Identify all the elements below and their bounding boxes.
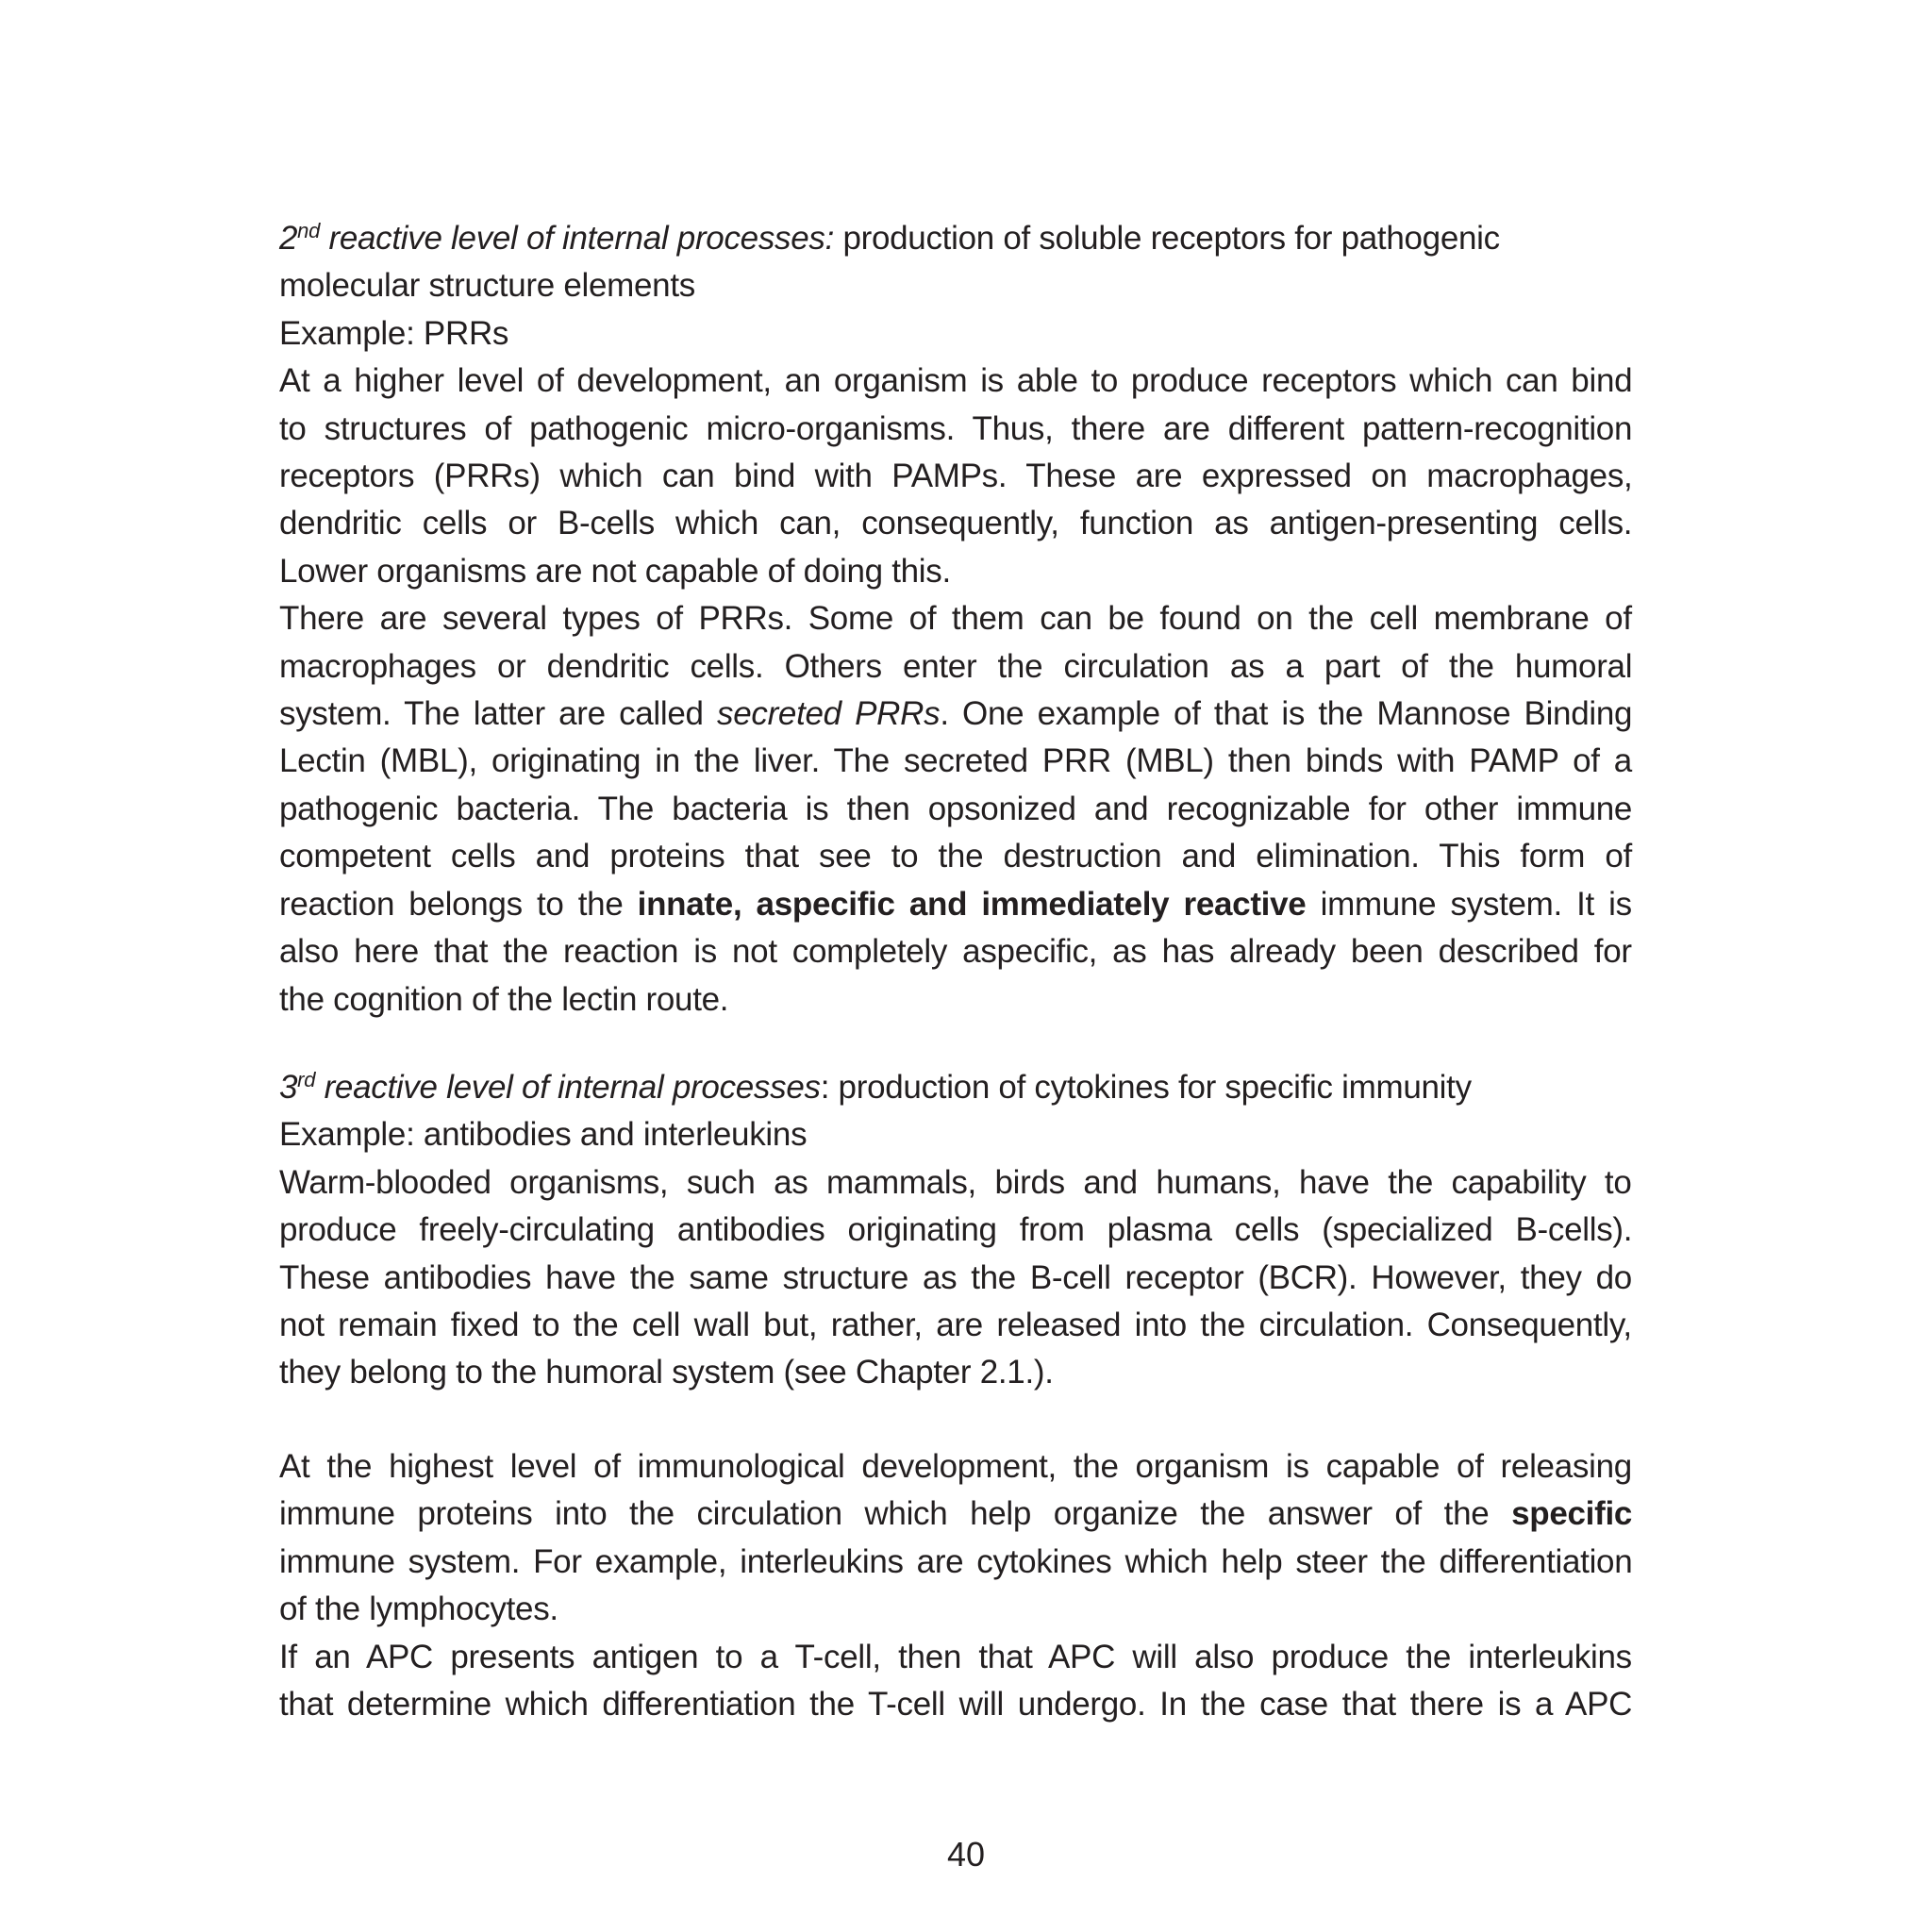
paragraph-line xyxy=(279,691,1632,738)
heading-ordinal xyxy=(279,1069,821,1106)
italic-term: secreted PRRs xyxy=(717,695,941,733)
heading-rest-text: production of soluble receptors for pathogenic xyxy=(834,220,1500,257)
paragraph-line: they belong to the humoral system (see Chapter 2.1.). xyxy=(279,1354,1054,1391)
paragraph-line: macrophages or dendritic cells. Others enter the circulation as a part of the humoral xyxy=(279,647,1633,685)
heading-line-2: molecular structure elements xyxy=(279,267,695,305)
paragraph-line: produce freely-circulating antibodies originating from plasma cells (specialized B-cells). xyxy=(279,1211,1633,1249)
paragraph-line: If an APC presents antigen to a T-cell, then that APC will also produce the interleukins xyxy=(279,1638,1632,1675)
heading-number: 3 xyxy=(279,1069,298,1106)
paragraph-line: Lower organisms are not capable of doing this. xyxy=(279,552,951,590)
paragraph-line: At a higher level of development, an organism is able to produce receptors which can bind xyxy=(279,362,1633,400)
paragraph-line: also here that the reaction is not completely aspecific, as has already been described for xyxy=(279,933,1632,971)
heading-italic-text: reactive level of internal processes xyxy=(315,1069,821,1106)
paragraph-line: receptors (PRRs) which can bind with PAMPs. These are expressed on macrophages, xyxy=(279,458,1633,495)
paragraph-line: immune system. For example, interleukins are cytokines which help steer the differentiation xyxy=(279,1542,1633,1580)
section-2nd-reactive-level xyxy=(279,215,1632,1024)
text-span: immune proteins into the circulation which help organize the answer of the xyxy=(279,1495,1512,1533)
example-line: Example: PRRs xyxy=(279,314,509,352)
paragraph-line: dendritic cells or B-cells which can, consequently, function as antigen-presenting cells. xyxy=(279,505,1633,542)
heading-number: 2 xyxy=(279,220,298,257)
bold-term: innate, aspecific and immediately reactive xyxy=(637,885,1307,923)
paragraph-line xyxy=(279,1491,1632,1538)
text-span: reaction belongs to the xyxy=(279,885,638,923)
paragraph-line: of the lymphocytes. xyxy=(279,1591,558,1628)
paragraph-line: At the highest level of immunological development, the organism is capable of releasing xyxy=(279,1448,1632,1485)
paragraph-line: not remain fixed to the cell wall but, rather, are released into the circulation. Consequently, xyxy=(279,1307,1632,1344)
paragraph-line: Warm-blooded organisms, such as mammals, birds and humans, have the capability to xyxy=(279,1163,1632,1201)
section-heading xyxy=(279,1064,1632,1111)
paragraph-line: that determine which differentiation the T-cell will undergo. In the case that there is a APC xyxy=(279,1686,1633,1724)
paragraph-line: pathogenic bacteria. The bacteria is then opsonized and recognizable for other immune xyxy=(279,790,1633,827)
example-line: Example: antibodies and interleukins xyxy=(279,1116,808,1154)
paragraph-line: Lectin (MBL), originating in the liver. The secreted PRR (MBL) then binds with PAMP of a xyxy=(279,742,1632,780)
page-number: 40 xyxy=(946,1835,986,1874)
paragraph-line xyxy=(279,881,1632,928)
paragraph-line: These antibodies have the same structure as the B-cell receptor (BCR). However, they do xyxy=(279,1258,1632,1296)
heading-ordinal xyxy=(279,220,834,257)
section-heading xyxy=(279,215,1632,262)
text-span: immune system. It is xyxy=(1306,885,1632,923)
paragraph-line: the cognition of the lectin route. xyxy=(279,980,729,1018)
heading-superscript: nd xyxy=(297,219,321,242)
paragraph-line: to structures of pathogenic micro-organisms. Thus, there are different pattern-recognition xyxy=(279,409,1633,447)
section-3rd-reactive-level xyxy=(279,1064,1632,1397)
bold-term: specific xyxy=(1511,1495,1633,1533)
heading-italic-text: reactive level of internal processes: xyxy=(320,220,835,257)
paragraph-line: There are several types of PRRs. Some of them can be found on the cell membrane of xyxy=(279,600,1632,638)
section-highest-level xyxy=(279,1443,1632,1728)
paragraph-line: competent cells and proteins that see to the destruction and elimination. This form of xyxy=(279,838,1632,875)
text-span: . One example of that is the Mannose Binding xyxy=(940,695,1633,733)
heading-superscript: rd xyxy=(297,1068,316,1091)
heading-rest-text: : production of cytokines for specific immunity xyxy=(820,1069,1472,1106)
text-span: system. The latter are called xyxy=(279,695,717,733)
